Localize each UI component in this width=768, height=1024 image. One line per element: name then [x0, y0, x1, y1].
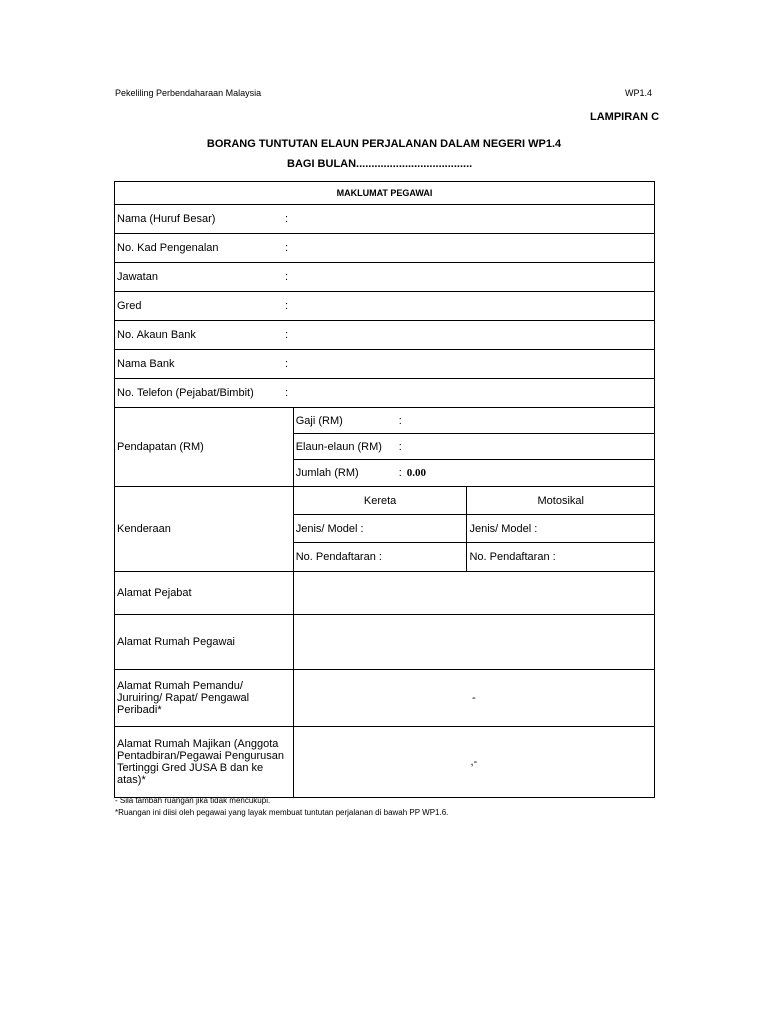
kereta-pendaftaran-cell[interactable]: No. Pendaftaran :: [293, 543, 467, 572]
lampiran-label: LAMPIRAN C: [590, 111, 660, 123]
footnotes: [115, 795, 448, 819]
jumlah-label: Jumlah (RM): [295, 467, 359, 479]
elaun-separator: :: [398, 440, 402, 453]
pendapatan-row: [115, 408, 655, 434]
motosikal-header: Motosikal: [467, 487, 655, 515]
kereta-header: Kereta: [293, 487, 467, 515]
field-cell[interactable]: [115, 263, 655, 292]
alamat-pejabat-label: Alamat Pejabat: [115, 572, 294, 615]
alamat-row: [115, 670, 655, 727]
field-label-akaun-bank: No. Akaun Bank: [117, 329, 196, 341]
alamat-rumah-label: Alamat Rumah Pegawai: [115, 615, 294, 670]
document-header-left: Pekeliling Perbendaharaan Malaysia: [115, 88, 262, 98]
alamat-row: [115, 615, 655, 670]
field-row: [115, 234, 655, 263]
jumlah-extra: [467, 460, 655, 487]
field-label-nama: Nama (Huruf Besar): [117, 213, 216, 225]
section-title: MAKLUMAT PEGAWAI: [115, 182, 655, 205]
form-subtitle: BAGI BULAN......................................: [287, 158, 473, 170]
field-cell[interactable]: [115, 350, 655, 379]
field-label-kad-pengenalan: No. Kad Pengenalan: [117, 242, 219, 254]
field-label-jawatan: Jawatan: [117, 271, 158, 283]
jumlah-value: 0.00: [406, 467, 427, 479]
alamat-rumah-value[interactable]: [293, 615, 654, 670]
field-row: [115, 292, 655, 321]
field-row: [115, 379, 655, 408]
field-separator: :: [285, 242, 289, 254]
footnote-2: *Ruangan ini diisi oleh pegawai yang layak membuat tuntutan perjalanan di bawah PP WP1.6.: [115, 808, 449, 817]
alamat-pemandu-value[interactable]: -: [293, 670, 654, 727]
field-separator: :: [285, 329, 289, 341]
field-cell[interactable]: [115, 205, 655, 234]
field-row: [115, 350, 655, 379]
claim-form-table: [114, 181, 655, 798]
field-separator: :: [285, 213, 289, 225]
field-label-nama-bank: Nama Bank: [117, 358, 175, 370]
field-separator: :: [285, 300, 289, 312]
alamat-pemandu-line2: Juruiring/ Rapat/ Pengawal: [117, 692, 250, 704]
field-row: [115, 205, 655, 234]
pendapatan-label: Pendapatan (RM): [115, 408, 294, 487]
field-cell[interactable]: [115, 292, 655, 321]
jumlah-cell[interactable]: [293, 460, 467, 487]
field-label-gred: Gred: [117, 300, 142, 312]
gaji-cell[interactable]: [293, 408, 467, 434]
alamat-row: [115, 727, 655, 798]
field-row: [115, 263, 655, 292]
alamat-majikan-line2: Pentadbiran/Pegawai Pengurusan: [117, 750, 284, 762]
motosikal-jenis-cell[interactable]: Jenis/ Model :: [467, 515, 655, 543]
field-row: [115, 321, 655, 350]
field-cell[interactable]: [115, 234, 655, 263]
elaun-value[interactable]: [467, 434, 655, 460]
alamat-majikan-line3: Tertinggi Gred JUSA B dan ke: [117, 762, 264, 774]
field-separator: :: [285, 358, 289, 370]
kenderaan-row: [115, 487, 655, 515]
alamat-pemandu-label: [115, 670, 294, 727]
field-label-telefon: No. Telefon (Pejabat/Bimbit): [117, 387, 254, 399]
gaji-value[interactable]: [467, 408, 655, 434]
gaji-separator: :: [398, 414, 402, 427]
document-code: WP1.4: [625, 88, 653, 98]
gaji-label: Gaji (RM): [295, 414, 343, 427]
alamat-pemandu-line1: Alamat Rumah Pemandu/: [117, 680, 243, 692]
alamat-pejabat-value[interactable]: [293, 572, 654, 615]
field-separator: :: [285, 387, 289, 399]
field-cell[interactable]: [115, 321, 655, 350]
alamat-majikan-line4: atas)*: [117, 774, 146, 786]
section-header-row: [115, 182, 655, 205]
motosikal-pendaftaran-cell[interactable]: No. Pendaftaran :: [467, 543, 655, 572]
alamat-row: [115, 572, 655, 615]
alamat-majikan-value[interactable]: ,-: [293, 727, 654, 798]
footnote-1: - Sila tambah ruangan jika tidak mencukupi.: [115, 796, 271, 805]
elaun-label: Elaun-elaun (RM): [295, 440, 382, 453]
kereta-jenis-cell[interactable]: Jenis/ Model :: [293, 515, 467, 543]
kenderaan-label: Kenderaan: [115, 487, 294, 572]
alamat-majikan-line1: Alamat Rumah Majikan (Anggota: [117, 738, 279, 750]
field-cell[interactable]: [115, 379, 655, 408]
field-separator: :: [285, 271, 289, 283]
jumlah-separator: :: [398, 467, 402, 479]
elaun-cell[interactable]: [293, 434, 467, 460]
alamat-majikan-label: [115, 727, 294, 798]
alamat-pemandu-line3: Peribadi*: [117, 704, 162, 716]
form-title: BORANG TUNTUTAN ELAUN PERJALANAN DALAM NEGERI WP1.4: [206, 138, 562, 150]
